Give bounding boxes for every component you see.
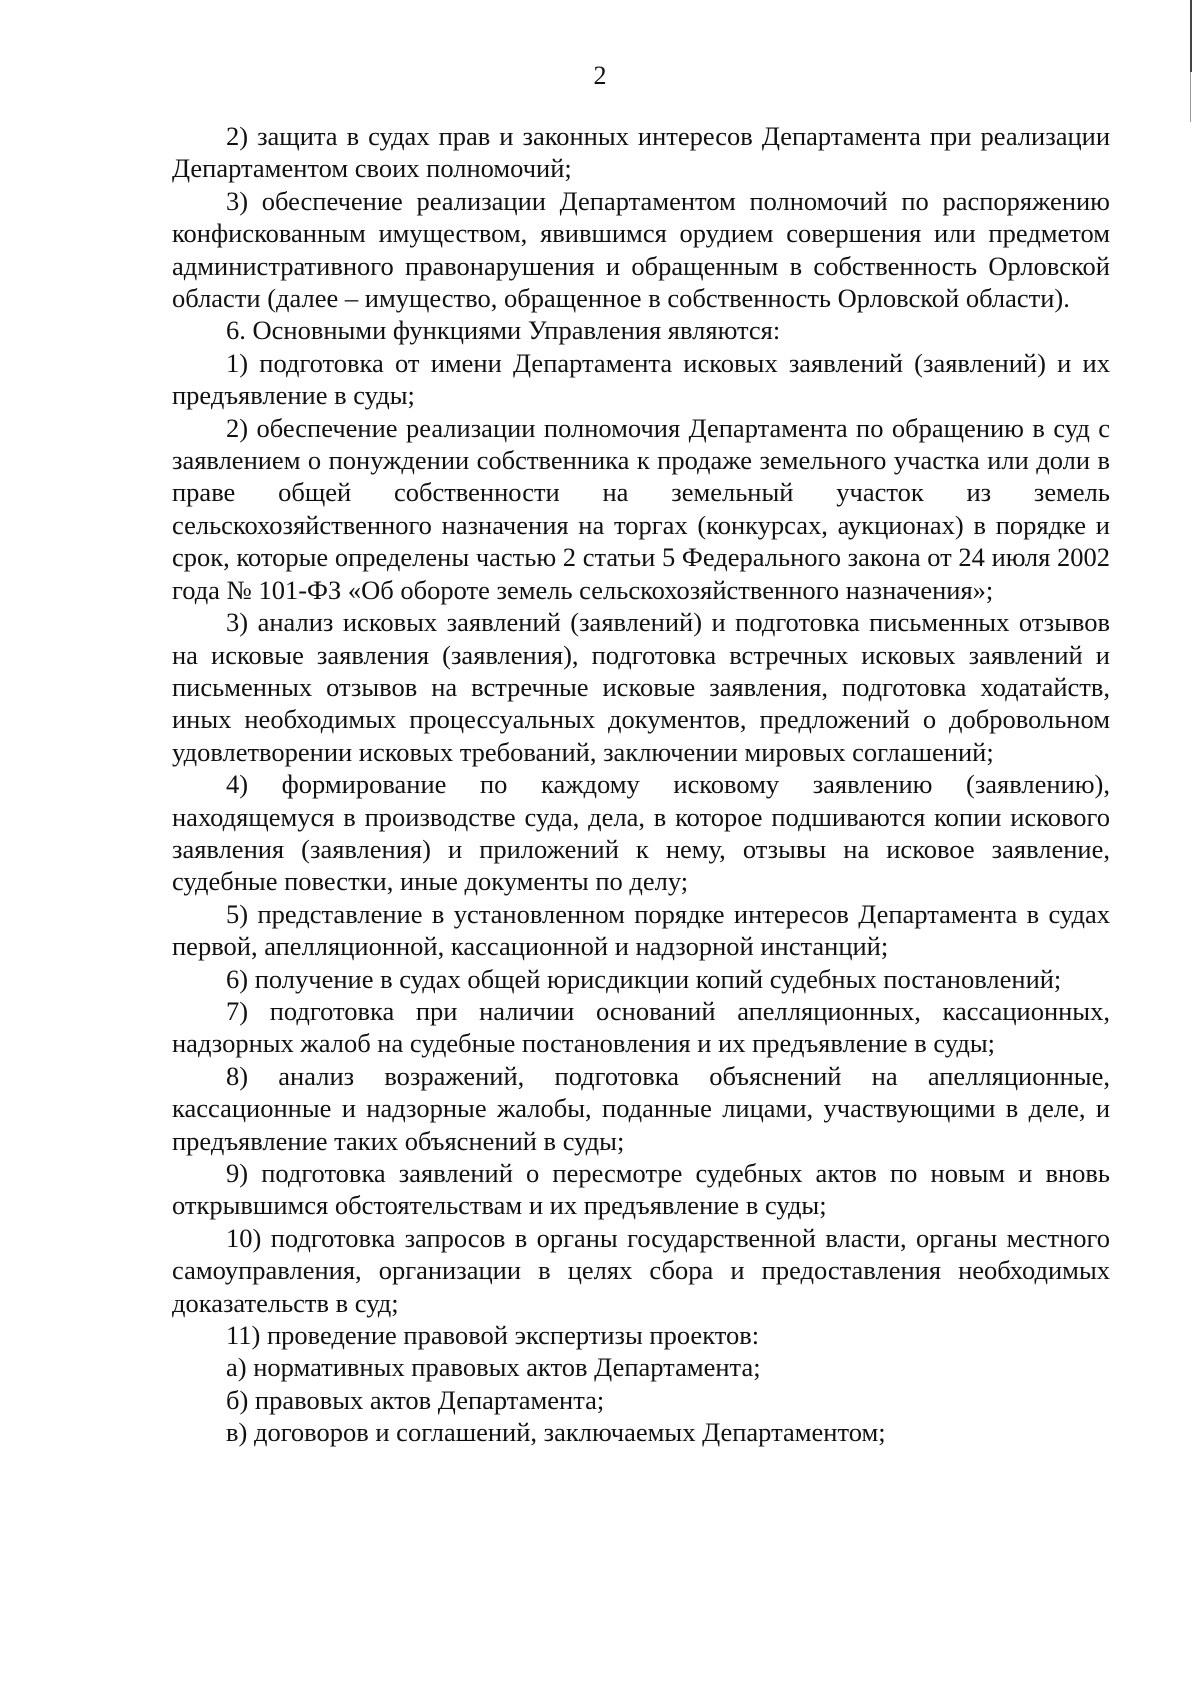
paragraph-function-4: 4) формирование по каждому исковому заявлению (заявлению), находящемуся в производстве суда, дела, в которое подшиваются копии искового заявления (заявления) и приложений к нему, отзывы на исковое заявление, судебные повестки, иные документы по делу; xyxy=(172,769,1110,897)
paragraph-function-6: 6) получение в судах общей юрисдикции копий судебных постановлений; xyxy=(226,963,1062,994)
paragraph-function-3: 3) анализ исковых заявлений (заявлений) и подготовка письменных отзывов на исковые заявления (заявления), подготовка встречных исковых заявлений и письменных отзывов на встречные исковые заявления, подготовка ходатайств, иных необходимых процессуальных документов, предложений о добровольном удовлетворении исковых требований, заключении мировых соглашений; xyxy=(172,607,1110,767)
paragraph-function-11: 11) проведение правовой экспертизы проектов: xyxy=(226,1320,760,1351)
page-number: 2 xyxy=(593,61,607,90)
subitem-b: б) правовых актов Департамента; xyxy=(226,1384,605,1415)
paragraph-function-7: 7) подготовка при наличии оснований апелляционных, кассационных, надзорных жалоб на судебные постановления и их предъявление в суды; xyxy=(172,995,1110,1059)
paragraph-function-5: 5) представление в установленном порядке интересов Департамента в судах первой, апелляционной, кассационной и надзорной инстанций; xyxy=(172,898,1110,962)
paragraph-section-6-heading: 6. Основными функциями Управления являются: xyxy=(226,315,781,346)
paragraph-item-2-protection: 2) защита в судах прав и законных интересов Департамента при реализации Департаментом своих полномочий; xyxy=(172,121,1110,184)
paragraph-item-3-confiscated-property: 3) обеспечение реализации Департаментом полномочий по распоряжению конфискованным имуществом, явившимся орудием совершения или предметом административного правонарушения и обращенным в собственность Орловской области (далее – имущество, обращенное в собственность Орловской области). xyxy=(172,185,1110,314)
document-body xyxy=(172,120,1110,1449)
paragraph-function-2: 2) обеспечение реализации полномочия Департамента по обращению в суд с заявлением о понуждении собственника к продаже земельного участка или доли в праве общей собственности на земельный участок из земель сельскохозяйственного назначения на торгах (конкурсах, аукционах) в порядке и срок, которые определены частью 2 статьи 5 Федерального закона от 24 июля 2002 года № 101-ФЗ «Об обороте земель сельскохозяйственного назначения»; xyxy=(172,412,1110,605)
paragraph-function-10: 10) подготовка запросов в органы государственной власти, органы местного самоуправления, организации в целях сбора и предоставления необходимых доказательств в суд; xyxy=(172,1222,1110,1318)
subitem-a: а) нормативных правовых актов Департамента; xyxy=(226,1352,761,1383)
paragraph-function-1: 1) подготовка от имени Департамента исковых заявлений (заявлений) и их предъявление в суды; xyxy=(172,347,1110,411)
subitem-v: в) договоров и соглашений, заключаемых Департаментом; xyxy=(226,1417,886,1448)
paragraph-function-9: 9) подготовка заявлений о пересмотре судебных актов по новым и вновь открывшимся обстоятельствам и их предъявление в суды; xyxy=(172,1158,1110,1221)
paragraph-function-8: 8) анализ возражений, подготовка объяснений на апелляционные, кассационные и надзорные жалобы, поданные лицами, участвующими в деле, и предъявление таких объяснений в суды; xyxy=(172,1060,1110,1156)
